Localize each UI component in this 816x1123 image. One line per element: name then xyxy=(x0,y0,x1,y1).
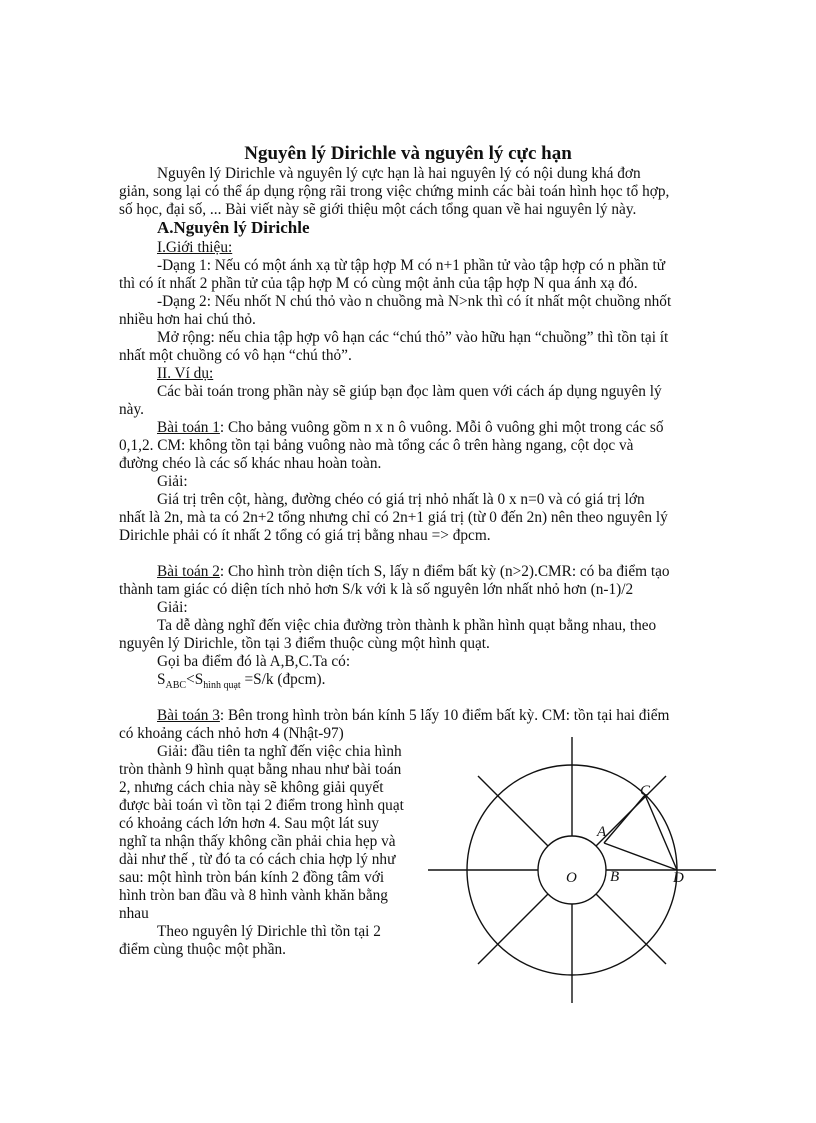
page-title: Nguyên lý Dirichle và nguyên lý cực hạn xyxy=(244,143,572,164)
intro-line: Nguyên lý Dirichle và nguyên lý cực hạn là hai nguyên lý có nội dung khá đơn xyxy=(157,165,641,182)
problem-line: Bài toán 3: Bên trong hình tròn bán kính 5 lấy 10 điểm bất kỳ. CM: tồn tại hai điểm xyxy=(157,707,670,724)
text-line: hình tròn ban đầu và 8 hình vành khăn bằng xyxy=(119,887,388,904)
text-line: nguyên lý Dirichle, tồn tại 3 điểm thuộc cùng một hình quạt. xyxy=(119,635,490,652)
problem-label: Bài toán 1 xyxy=(157,419,220,436)
text-line: Theo nguyên lý Dirichle thì tồn tại 2 xyxy=(157,923,381,940)
problem-label: Bài toán 3 xyxy=(157,707,220,724)
text-line: dài như thế , từ đó ta có cách chia hợp lý như xyxy=(119,851,396,868)
text-line: Các bài toán trong phần này sẽ giúp bạn đọc làm quen với cách áp dụng nguyên lý xyxy=(157,383,662,400)
text-line: này. xyxy=(119,401,144,418)
text-line: Ta dễ dàng nghĩ đến việc chia đường tròn thành k phần hình quạt bằng nhau, theo xyxy=(157,617,657,634)
problem-line: Bài toán 2: Cho hình tròn diện tích S, lấy n điểm bất kỳ (n>2).CMR: có ba điểm tạo xyxy=(157,563,670,580)
text-line: Mở rộng: nếu chia tập hợp vô hạn các “chú thỏ” vào hữu hạn “chuồng” thì tồn tại ít xyxy=(157,329,669,346)
intro-line: số học, đại số, ... Bài viết này sẽ giới thiệu một cách tổng quan về hai nguyên lý này. xyxy=(119,201,637,218)
point-label-d: D xyxy=(673,870,684,886)
division-line xyxy=(596,894,666,964)
text-line: Dirichle phải có ít nhất 2 tổng có giá trị bằng nhau => đpcm. xyxy=(119,527,491,544)
text-line: nhau xyxy=(119,905,149,922)
point-label-a: A xyxy=(597,824,607,840)
segment-CD xyxy=(645,795,677,870)
formula-line: $S_{ABC}<S_{hình quạt} =S/k$ (đpcm). xyxy=(157,671,326,692)
text-line: điểm cùng thuộc một phần. xyxy=(119,941,286,958)
text-line: sau: một hình tròn bán kính 2 đồng tâm với xyxy=(119,869,385,886)
text-line: tròn thành 9 hình quạt bằng nhau như bài toán xyxy=(119,761,402,778)
text-line: thì có ít nhất 2 phần tử của tập hợp M có cùng một ảnh của tập hợp N qua ánh xạ đó. xyxy=(119,275,638,292)
segment-AC xyxy=(604,795,645,843)
point-label-c: C xyxy=(640,783,651,799)
section-heading: A.Nguyên lý Dirichle xyxy=(157,218,310,237)
text-line: -Dạng 1: Nếu có một ánh xạ từ tập hợp M có n+1 phần tử vào tập hợp có n phần tử xyxy=(157,257,666,274)
text-line: đường chéo là các số khác nhau hoàn toàn. xyxy=(119,455,382,472)
text-line: Giải: đầu tiên ta nghĩ đến việc chia hình xyxy=(157,743,402,760)
text-line: nhất là 2n, mà ta có 2n+2 tổng nhưng chỉ có 2n+1 giá trị (từ 0 đến 2n) nên theo nguyên lý xyxy=(119,509,668,526)
text-line: nghĩ ta nhận thấy không cần phải chia hẹp và xyxy=(119,833,396,850)
text-line: Gọi ba điểm đó là A,B,C.Ta có: xyxy=(157,653,351,670)
point-label-b: B xyxy=(610,869,620,885)
segment-AD xyxy=(604,843,677,870)
text-line: có khoảng cách nhỏ hơn 4 (Nhật-97) xyxy=(119,725,344,742)
text-line: nhất một chuồng có vô hạn “chú thỏ”. xyxy=(119,347,352,364)
division-line xyxy=(478,894,548,964)
text-line: -Dạng 2: Nếu nhốt N chú thỏ vào n chuồng mà N>nk thì có ít nhất một chuồng nhốt xyxy=(157,293,672,310)
text-line: có khoảng cách lớn hơn 4. Sau một lát suy xyxy=(119,815,380,832)
text-line: được bài toán vì tồn tại 2 điểm trong hình quạt xyxy=(119,797,404,814)
text-line: 2, nhưng cách chia này sẽ không giải quyết xyxy=(119,779,384,796)
division-line xyxy=(478,776,548,846)
subsection-heading: I.Giới thiệu: xyxy=(157,239,233,256)
text-line: Giải: xyxy=(157,599,188,616)
text-line: thành tam giác có diện tích nhỏ hơn S/k với k là số nguyên lớn nhất nhỏ hơn (n-1)/2 xyxy=(119,581,634,598)
text-line: 0,1,2. CM: không tồn tại bảng vuông nào mà tổng các ô trên hàng ngang, cột dọc và xyxy=(119,437,634,454)
text-line: nhiều hơn hai chú thỏ. xyxy=(119,311,256,328)
subsection-heading: II. Ví dụ: xyxy=(157,365,214,382)
intro-line: giản, song lại có thể áp dụng rộng rãi trong việc chứng minh các bài toán hình học tổ hợp, xyxy=(119,183,670,200)
problem-line: Bài toán 1: Cho bảng vuông gồm n x n ô vuông. Mỗi ô vuông ghi một trong các số xyxy=(157,419,664,436)
center-label-o: O xyxy=(566,870,577,886)
problem-label: Bài toán 2 xyxy=(157,563,220,580)
text-line: Giải: xyxy=(157,473,188,490)
text-line: Giá trị trên cột, hàng, đường chéo có giá trị nhỏ nhất là 0 x n=0 và có giá trị lớn xyxy=(157,491,645,508)
